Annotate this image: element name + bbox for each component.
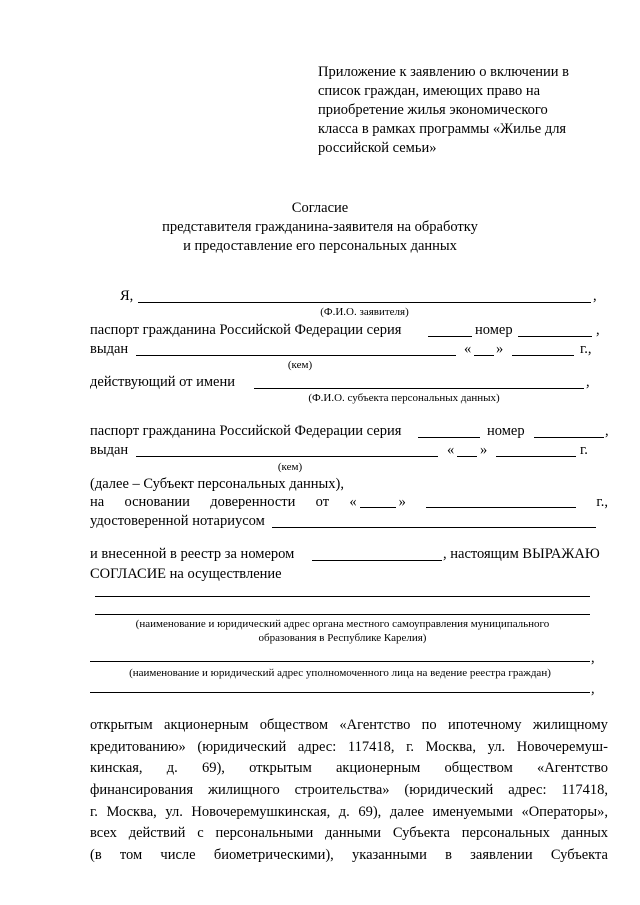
authority-caption-1: (наименование и юридический адрес органа местного самоуправления муниципального [135, 618, 550, 630]
word: Москва, [106, 803, 157, 820]
word: акционерным [164, 717, 249, 733]
consent-label: СОГЛАСИЕ на осуществление [90, 566, 282, 582]
registry-agent-caption: (наименование и юридический адрес уполномоченного лица на ведение реестра граждан) [129, 667, 551, 679]
year-suffix: г., [596, 494, 608, 510]
issue-month-field-1[interactable] [512, 355, 574, 356]
word: Субъекта [392, 825, 450, 842]
word: Новочеремушкинская, [191, 803, 331, 820]
body-line [90, 823, 608, 845]
word: «Агентство [339, 717, 411, 733]
quote-open: « [349, 494, 357, 510]
word: ул. [165, 803, 183, 820]
word: акционерным [335, 760, 421, 777]
title-line: и предоставление его персональных данных [183, 238, 457, 254]
word: жилищному [532, 717, 608, 733]
word: жилищного [207, 782, 280, 799]
word: 117418, [561, 782, 608, 799]
word: кредитованию» [90, 738, 186, 755]
title-line: Согласие [291, 200, 349, 216]
issued-by-field-1[interactable] [136, 355, 456, 356]
word: данными [325, 825, 382, 842]
quote-close: » [398, 494, 406, 510]
annex-line: российской семьи» [318, 140, 437, 156]
word: г. [406, 738, 415, 755]
registry-agent-field[interactable] [90, 661, 590, 662]
notary-name-field[interactable] [272, 527, 596, 528]
power-of-attorney-line [90, 495, 608, 510]
issued-label-2: выдан [90, 442, 129, 458]
subject-name-field[interactable] [254, 388, 584, 389]
issued-label-1: выдан [90, 341, 129, 357]
word: 117418, [347, 738, 395, 755]
registry-label: и внесенной в реестр за номером [90, 546, 295, 562]
passport-series-field-2[interactable] [418, 437, 480, 438]
word: основании [124, 494, 190, 510]
word: д. [166, 760, 178, 777]
word: Субъекта [550, 847, 608, 864]
consent-body [90, 715, 608, 867]
word: (в [90, 847, 102, 864]
issued-by-caption-1: (кем) [287, 359, 313, 371]
comma: , [593, 288, 597, 304]
acting-label: действующий от имени [90, 374, 235, 390]
comma: , [591, 650, 595, 666]
comma: , [586, 374, 590, 390]
word: открытым [249, 760, 312, 777]
year-suffix: г., [580, 341, 592, 357]
word: всех [90, 825, 117, 842]
authority-caption-2: образования в Республике Карелия) [258, 632, 427, 644]
word: персональными [215, 825, 314, 842]
issue-month-field-2[interactable] [496, 456, 576, 457]
body-line [90, 758, 608, 780]
word: обществом [259, 717, 329, 733]
word: далее [389, 803, 424, 820]
word: адрес: [508, 782, 547, 799]
annex-line: приобретение жилья экономического [318, 102, 548, 118]
word: г. [90, 803, 98, 820]
ya-label: Я, [120, 288, 134, 304]
annex-line: Приложение к заявлению о включении в [318, 64, 570, 80]
word: 69), [358, 803, 382, 820]
word: том [119, 847, 143, 864]
word: с [197, 825, 204, 842]
word: действий [128, 825, 186, 842]
word: ипотечному [448, 717, 522, 733]
comma: , [596, 322, 600, 338]
annex-header [318, 63, 608, 158]
authority-address-field[interactable] [95, 614, 590, 615]
quote-close: » [496, 341, 504, 357]
word: указанными [352, 847, 427, 864]
word: «Агентство [537, 760, 608, 777]
quote-open: « [447, 442, 455, 458]
passport-number-field-2[interactable] [534, 437, 604, 438]
registry-number-field[interactable] [312, 560, 442, 561]
poa-date-group [349, 495, 406, 510]
notary-label: удостоверенной нотариусом [90, 513, 265, 529]
word: именуемыми [432, 803, 513, 820]
word: Новочеремуш- [516, 738, 608, 755]
title-line: представителя гражданина-заявителя на обработку [162, 219, 478, 235]
document-title [0, 199, 640, 256]
word: на [90, 494, 105, 510]
word: данных [561, 825, 608, 842]
year-suffix: г. [580, 442, 588, 458]
annex-line: класса в рамках программы «Жилье для [318, 121, 567, 137]
poa-month-field[interactable] [426, 495, 576, 508]
applicant-name-caption: (Ф.И.О. заявителя) [320, 306, 409, 318]
word: открытым [90, 717, 153, 733]
issue-day-field-2[interactable] [457, 456, 477, 457]
issue-day-field-1[interactable] [474, 355, 494, 356]
passport-number-field-1[interactable] [518, 336, 592, 337]
body-line [90, 802, 608, 824]
word: адрес: [297, 738, 337, 755]
word: биометрическими), [213, 847, 334, 864]
quote-close: » [480, 442, 488, 458]
passport-label-1: паспорт гражданина Российской Федерации серия [90, 322, 402, 338]
word: числе [160, 847, 196, 864]
word: в [445, 847, 452, 864]
subject-name-caption: (Ф.И.О. субъекта персональных данных) [308, 392, 500, 404]
poa-day-field[interactable] [360, 507, 396, 508]
body-line [90, 780, 608, 802]
body-line [90, 715, 608, 737]
registry-consent-label: , настоящим ВЫРАЖАЮ [443, 546, 600, 562]
word: «Операторы», [521, 803, 608, 820]
issued-by-field-2[interactable] [136, 456, 438, 457]
word: строительства» [294, 782, 390, 799]
authority-name-field[interactable] [95, 596, 590, 597]
passport-number-label-2: номер [487, 423, 525, 439]
annex-line: список граждан, имеющих право на [318, 83, 541, 99]
passport-number-label-1: номер [475, 322, 513, 338]
word: д. [338, 803, 350, 820]
word: доверенности [210, 494, 296, 510]
passport-series-field-1[interactable] [428, 336, 472, 337]
word: Москва, [425, 738, 476, 755]
body-line [90, 845, 608, 867]
word: финансирования [90, 782, 194, 799]
word: заявлении [470, 847, 533, 864]
quote-open: « [464, 341, 472, 357]
word: по [421, 717, 437, 733]
word: (юридический [197, 738, 287, 755]
word: обществом [444, 760, 513, 777]
word: 69), [201, 760, 225, 777]
comma: , [591, 681, 595, 697]
issued-by-caption-2: (кем) [277, 461, 303, 473]
applicant-name-field[interactable] [138, 302, 591, 303]
body-line [90, 737, 608, 759]
word: (юридический [404, 782, 494, 799]
word: от [315, 494, 330, 510]
passport-label-2: паспорт гражданина Российской Федерации серия [90, 423, 402, 439]
word: ул. [487, 738, 506, 755]
word: персональных [461, 825, 550, 842]
registry-agent-address-field[interactable] [90, 692, 590, 693]
subject-note: (далее – Субъект персональных данных), [90, 476, 344, 492]
word: кинская, [90, 760, 143, 777]
comma: , [605, 423, 609, 439]
